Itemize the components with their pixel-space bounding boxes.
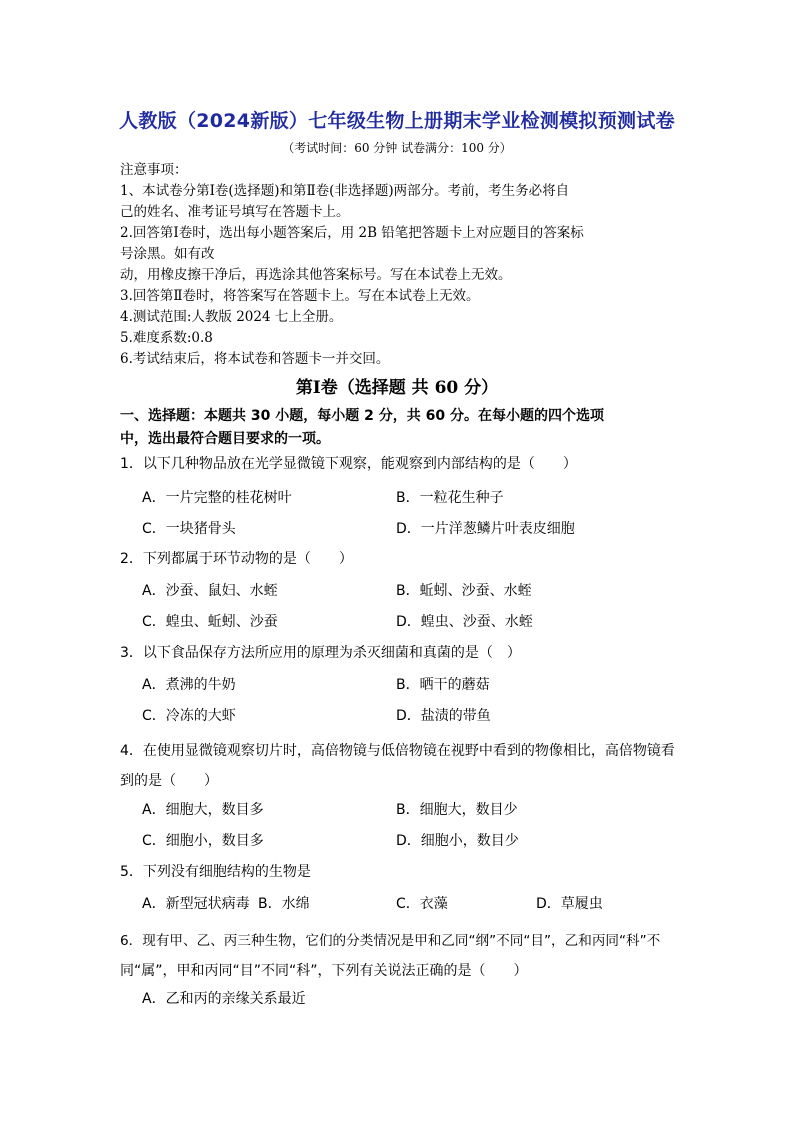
page-title: 人教版（2024新版）七年级生物上册期末学业检测模拟预测试卷: [119, 110, 675, 132]
option-a: A．乙和丙的亲缘关系最近: [142, 991, 306, 1007]
option-b: B．一粒花生种子: [396, 490, 504, 506]
option-c: C．细胞小，数目多: [142, 833, 264, 849]
option-c: C．冷冻的大虾: [142, 708, 236, 724]
option-b: B．晒干的蘑菇: [396, 677, 490, 693]
option-c: C．一块猪骨头: [142, 521, 236, 537]
notice-line: 1、本试卷分第Ⅰ卷(选择题)和第Ⅱ卷(非选择题)两部分。考前，考生务必将自: [120, 183, 570, 199]
notice-line: 3.回答第Ⅱ卷时，将答案写在答题卡上。写在本试卷上无效。: [120, 288, 480, 304]
notice-line: 号涂黑。如有改: [120, 246, 215, 262]
question-stem: 4．在使用显微镜观察切片时，高倍物镜与低倍物镜在视野中看到的物像相比，高倍物镜看: [120, 743, 675, 759]
option-b: B．水绵: [258, 896, 310, 912]
option-a: A．细胞大，数目多: [142, 802, 264, 818]
option-a: A．煮沸的牛奶: [142, 677, 236, 693]
question-2: [120, 549, 680, 569]
option-d: D．一片洋葱鳞片叶表皮细胞: [396, 521, 575, 537]
notice-line: 4.测试范围:人教版 2024 七上全册。: [120, 309, 343, 325]
option-c: C．衣藻: [396, 896, 448, 912]
question-1: [120, 454, 680, 474]
question-stem: 2．下列都属于环节动物的是（ ）: [120, 551, 353, 567]
notice-line: 2.回答第Ⅰ卷时，选出每小题答案后，用 2B 铅笔把答题卡上对应题目的答案标: [120, 225, 584, 241]
question-stem: 6．现有甲、乙、丙三种生物，它们的分类情况是甲和乙同“纲”不同“目”，乙和丙同“科”不: [120, 933, 661, 949]
exam-info: （考试时间：60 分钟 试卷满分：100 分）: [282, 141, 512, 155]
question-3: [120, 643, 680, 663]
notice-line: 5.难度系数:0.8: [120, 330, 213, 346]
option-a: A．沙蚕、鼠妇、水蛭: [142, 583, 278, 599]
notice-heading: 注意事项：: [120, 162, 188, 178]
option-d: D．蝗虫、沙蚕、水蛭: [396, 614, 533, 630]
question-4: [120, 736, 680, 796]
option-b: B．细胞大，数目少: [396, 802, 518, 818]
question-stem: 5．下列没有细胞结构的生物是: [120, 864, 311, 880]
section-title: 第Ⅰ卷（选择题 共 60 分）: [295, 378, 499, 398]
notice-line: 动，用橡皮擦干净后，再选涂其他答案标号。写在本试卷上无效。: [120, 267, 512, 283]
question-stem: 同“属”，甲和丙同“目”不同“科”，下列有关说法正确的是（ ）: [120, 963, 528, 979]
question-stem: 到的是（ ）: [120, 773, 218, 789]
notice-line: 己的姓名、准考证号填写在答题卡上。: [120, 204, 350, 220]
option-d: D．草履虫: [536, 896, 603, 912]
question-stem: 1．以下几种物品放在光学显微镜下观察，能观察到内部结构的是（ ）: [120, 456, 577, 472]
notice-block: [120, 160, 680, 370]
option-d: D．盐渍的带鱼: [396, 708, 491, 724]
question-stem: 3．以下食品保存方法所应用的原理为杀灭细菌和真菌的是（ ）: [120, 645, 521, 661]
option-d: D．细胞小，数目少: [396, 833, 519, 849]
option-a: A．一片完整的桂花树叶: [142, 490, 292, 506]
intro-line: 中，选出最符合题目要求的一项。: [120, 431, 330, 447]
option-a: A．新型冠状病毒: [142, 896, 250, 912]
option-c: C．蝗虫、蚯蚓、沙蚕: [142, 614, 278, 630]
notice-line: 6.考试结束后，将本试卷和答题卡一并交回。: [120, 351, 390, 367]
question-6: [120, 926, 680, 986]
section-intro: [120, 405, 680, 451]
question-5: [120, 862, 680, 882]
intro-line: 一、选择题：本题共 30 小题，每小题 2 分，共 60 分。在每小题的四个选项: [120, 408, 604, 424]
option-b: B．蚯蚓、沙蚕、水蛭: [396, 583, 532, 599]
